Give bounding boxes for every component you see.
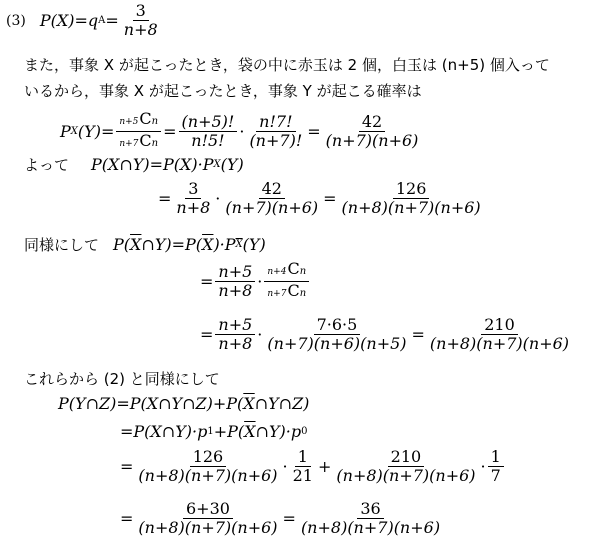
xbar: $\overline{X}$ (130, 235, 142, 254)
c: n+7 (267, 289, 287, 299)
den: (n+8)(n+7)(n+6) (138, 518, 278, 537)
line-z2 (120, 422, 307, 441)
num: 7·6·5 (314, 316, 361, 335)
eq: = (120, 457, 134, 476)
tail: (Y)= (77, 122, 115, 141)
t: ∩Y)=P( (141, 235, 203, 254)
den: n+8 (218, 334, 253, 353)
frac-a (135, 500, 280, 537)
line-z1 (58, 394, 309, 413)
xbar: $\overline{X}$ (244, 422, 256, 441)
sub: X (213, 159, 221, 170)
num: 6+30 (183, 500, 233, 519)
xbar: $\overline{X}$ (202, 235, 214, 254)
eq: = (200, 272, 214, 291)
den: (n+7)(n+6) (325, 131, 419, 150)
eq: = (158, 189, 172, 208)
num: 42 (359, 113, 385, 132)
frac-2 (179, 113, 238, 150)
dot: · (215, 189, 221, 208)
den: (n+7)! (249, 131, 303, 150)
sub: 0 (301, 426, 308, 437)
den: n+8 (176, 198, 211, 217)
den: 21 (292, 466, 313, 485)
frac-4 (323, 113, 422, 150)
c: n (299, 266, 307, 277)
dot: · (257, 325, 263, 344)
den: (n+8)(n+7)(n+6) (138, 466, 278, 485)
num: 126 (190, 448, 227, 467)
frac-b (298, 500, 443, 537)
t: ∩Y)·p (255, 422, 302, 441)
frac-a (135, 448, 280, 485)
eq: = (411, 325, 425, 344)
tail: (Y) (220, 155, 244, 174)
line-r1 (158, 180, 486, 217)
num: n+5 (215, 263, 255, 282)
den: (n+8)(n+7)(n+6) (300, 518, 441, 537)
eq: = (105, 11, 119, 30)
c: n (299, 288, 307, 299)
den: 7 (490, 466, 501, 485)
t: +P( (213, 422, 245, 441)
num: (n+5)! (179, 113, 238, 132)
frac-c (333, 448, 478, 485)
den: (n+8)(n+7)(n+6) (341, 198, 481, 217)
C: C (139, 131, 152, 150)
line-r3 (200, 316, 574, 353)
num: 3 (185, 180, 201, 199)
plus: + (317, 457, 332, 476)
frac-b (290, 448, 316, 485)
den: n!5! (191, 131, 225, 150)
num: 3 (133, 2, 149, 21)
num: 210 (481, 316, 518, 335)
frac-a (215, 316, 255, 353)
t: P(Y∩Z)=P(X∩Y∩Z)+P( (58, 394, 244, 413)
frac-px (121, 2, 161, 39)
frac-d (488, 448, 504, 485)
den: (n+8)(n+7)(n+6) (336, 466, 476, 485)
problem-label: (3) (6, 12, 26, 29)
eq: = (323, 189, 337, 208)
px-lhs: P(X)=q (39, 11, 99, 30)
text-line-2: いるから，事象 X が起こったとき，事象 Y が起こる確率は (24, 82, 422, 100)
line-doyo (24, 234, 266, 255)
frac-b (264, 316, 409, 353)
line-r2 (200, 260, 311, 303)
den: (n+8)(n+7)(n+6) (429, 334, 570, 353)
yotte-label: よって (24, 156, 70, 174)
c: n+5 (119, 117, 139, 127)
c: n (151, 138, 159, 149)
line-yotte (24, 154, 244, 175)
C: C (287, 281, 300, 300)
eq: = (120, 509, 134, 528)
dot: · (239, 122, 245, 141)
num: 1 (488, 448, 504, 467)
doyo-label: 同様にして (24, 236, 100, 254)
den: n+8 (218, 281, 253, 300)
sub: $\overline{X}$ (235, 239, 243, 250)
dot: · (257, 272, 263, 291)
den: n+8 (123, 20, 158, 39)
line-z3 (120, 448, 506, 485)
text-line-1: また，事象 X が起こったとき，袋の中に赤玉は 2 個，白玉は (n+5) 個入って (24, 56, 550, 74)
c: n+4 (267, 267, 287, 277)
eq: = (200, 325, 214, 344)
num: 1 (295, 448, 311, 467)
t: P( (113, 235, 131, 254)
den: (n+7)(n+6) (225, 198, 319, 217)
t: )·P (213, 235, 236, 254)
expr: P(X∩Y)=P(X)·P (91, 155, 214, 174)
frac-c (339, 180, 484, 217)
dot: · (282, 457, 288, 476)
num: 210 (388, 448, 425, 467)
c: n+7 (119, 139, 139, 149)
p: P (60, 122, 71, 141)
num: 42 (259, 180, 285, 199)
text-kore: これらから (2) と同様にして (24, 370, 220, 388)
qa-sub: A (98, 15, 106, 26)
frac-c (427, 316, 572, 353)
num: 36 (357, 500, 383, 519)
C: C (287, 259, 300, 278)
xbar: $\overline{X}$ (243, 394, 255, 413)
dot: · (480, 457, 486, 476)
c: n (151, 116, 159, 127)
line-pxy: P X (Y)= $\frac{n+5Cn}{n+7Cn}$ = $\frac{(n+5)!}{n!5!}$ · $\frac{n!7!}{(n+7)!}$ = $\frac{42}{(n+7)(n+6)}$ (60, 110, 423, 153)
line-z4 (120, 500, 445, 537)
frac-b (222, 180, 321, 217)
frac-a (215, 263, 255, 300)
frac-comb2 (264, 260, 309, 303)
num: 126 (393, 180, 430, 199)
eq: = (282, 509, 296, 528)
frac-a (173, 180, 213, 217)
line-pX (6, 2, 163, 39)
t: ∩Y∩Z) (254, 394, 310, 413)
sub: 1 (207, 426, 214, 437)
num: n!7! (256, 113, 295, 132)
frac-comb (116, 110, 161, 153)
t: =P(X∩Y)·p (120, 422, 208, 441)
t: (Y) (242, 235, 266, 254)
frac-3 (246, 113, 305, 150)
den: (n+7)(n+6)(n+5) (267, 334, 407, 353)
C: C (139, 109, 152, 128)
num: n+5 (215, 316, 255, 335)
sub: X (70, 126, 78, 137)
